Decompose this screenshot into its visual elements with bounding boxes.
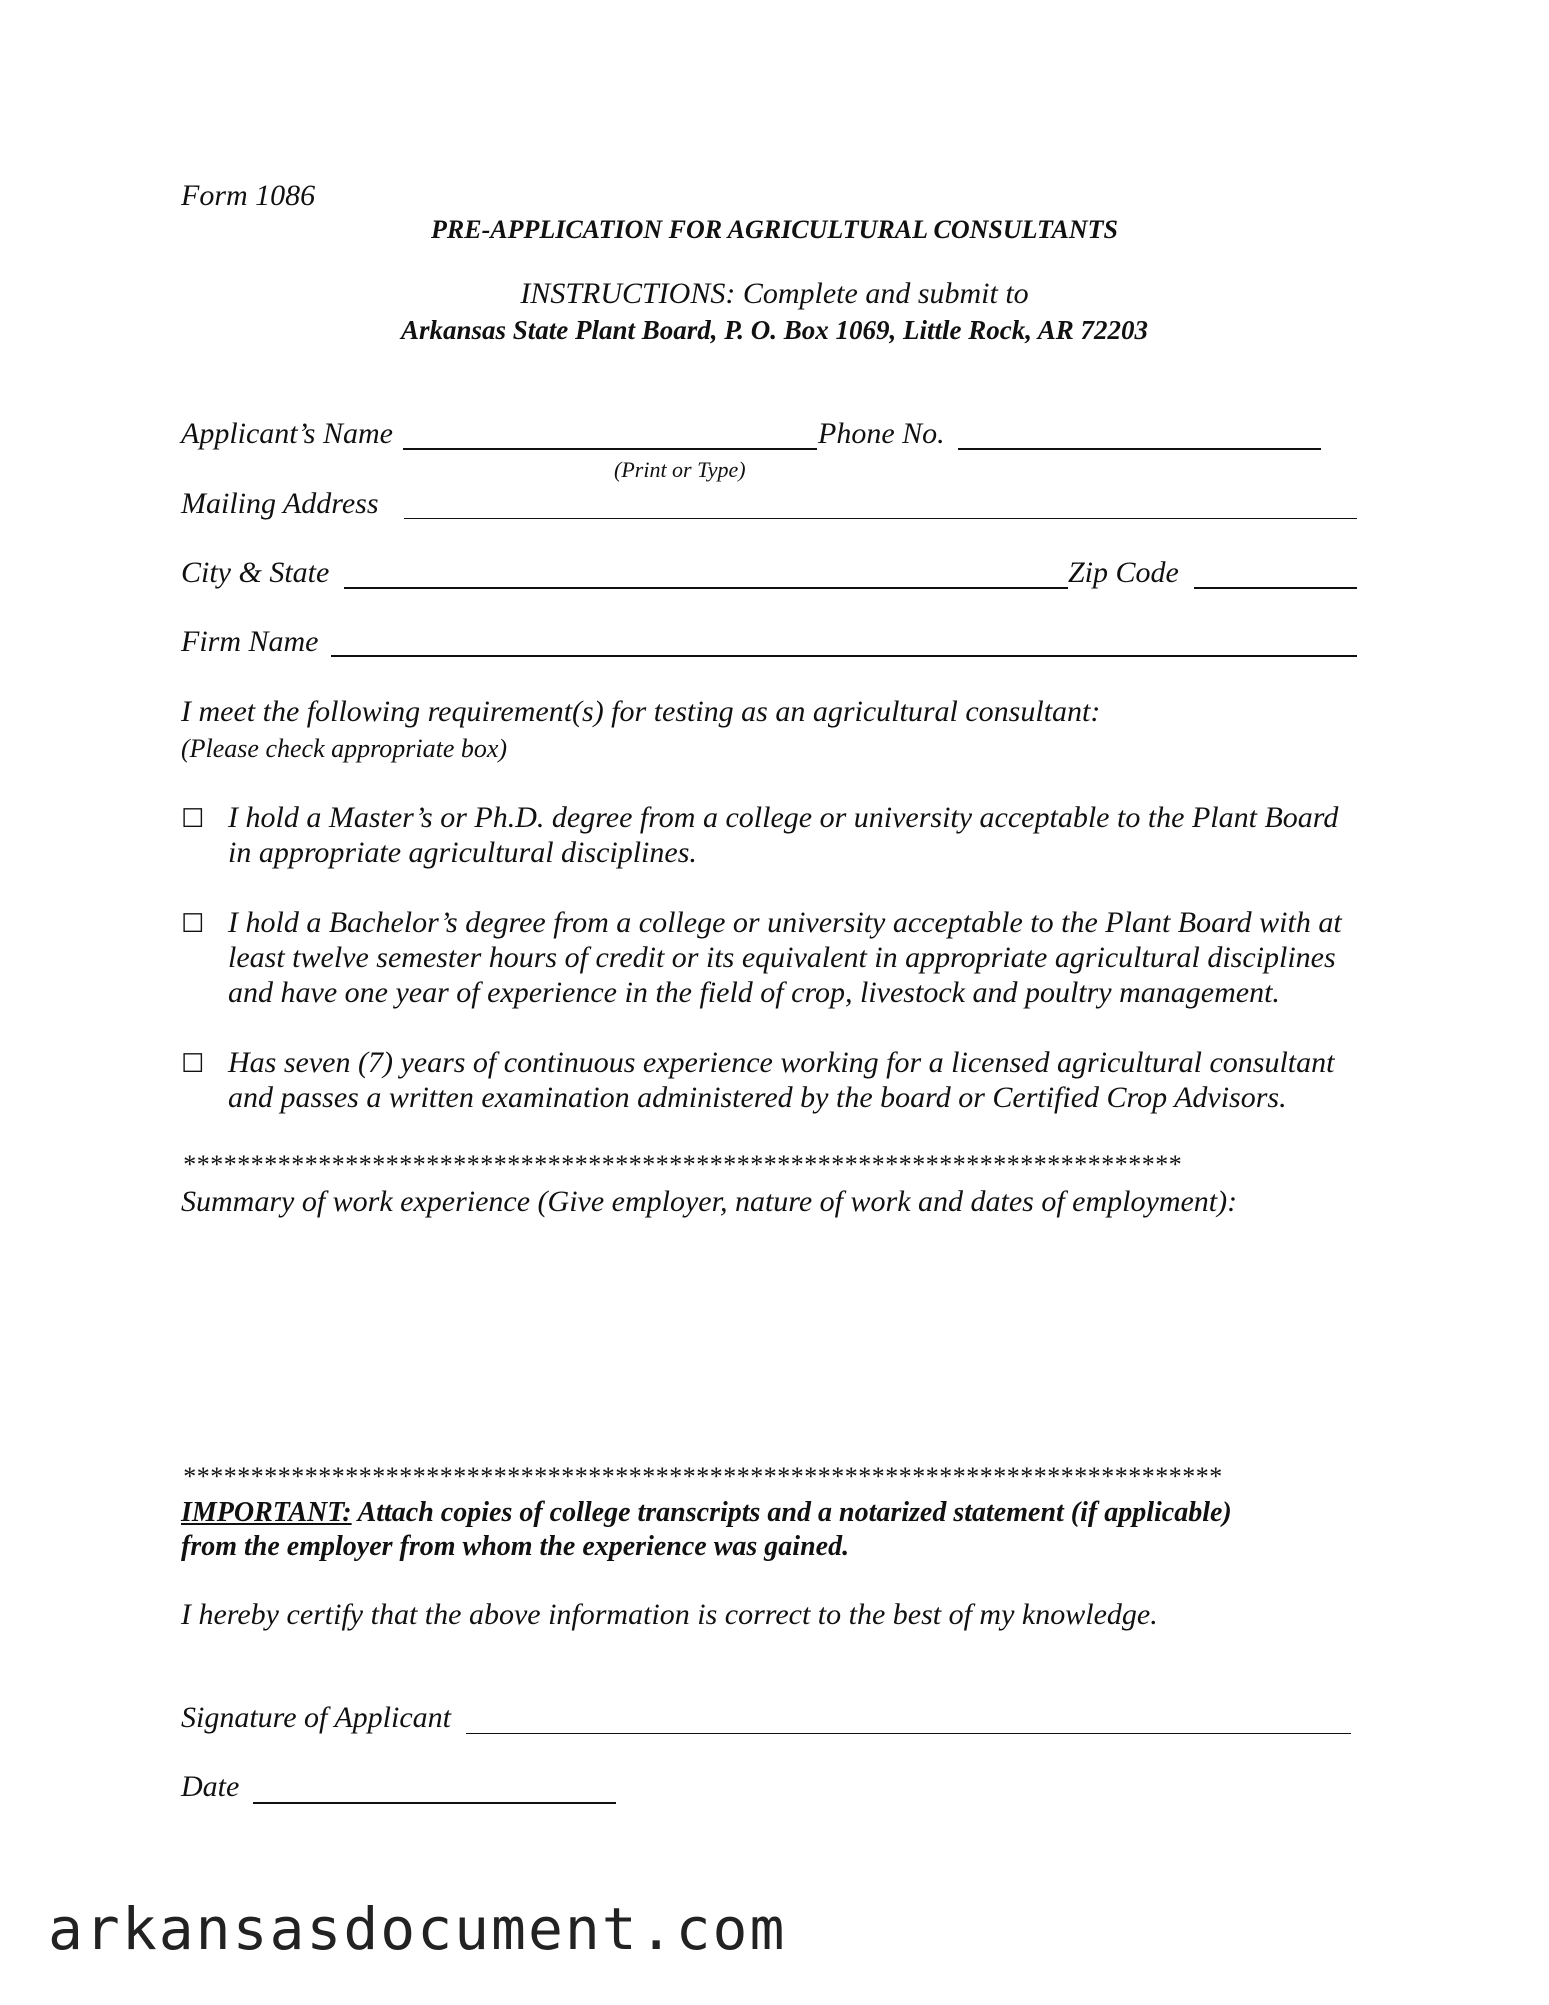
applicant-name-label: Applicant’s Name bbox=[181, 417, 393, 450]
city-state-field[interactable] bbox=[344, 587, 1068, 589]
signature-field[interactable] bbox=[466, 1733, 1351, 1734]
important-notice bbox=[181, 1497, 1232, 1529]
requirements-note: (Please check appropriate box) bbox=[181, 734, 508, 763]
work-summary-area[interactable] bbox=[181, 1225, 1357, 1455]
mailing-address-field[interactable] bbox=[404, 518, 1357, 519]
date-label: Date bbox=[181, 1770, 240, 1803]
important-text-2: from the employer from whom the experience was gained. bbox=[181, 1531, 850, 1562]
form-number: Form 1086 bbox=[181, 179, 316, 212]
option-bachelors-line-3: and have one year of experience in the field of crop, livestock and poultry management. bbox=[228, 976, 1280, 1009]
requirements-intro: I meet the following requirement(s) for testing as an agricultural consultant: bbox=[181, 695, 1101, 728]
firm-name-label: Firm Name bbox=[181, 625, 319, 658]
checkbox-experience[interactable]: ☐ bbox=[181, 1049, 205, 1079]
important-text-1: Attach copies of college transcripts and a notarized statement (if applicable) bbox=[351, 1497, 1232, 1528]
phone-label: Phone No. bbox=[818, 417, 945, 450]
checkbox-masters[interactable]: ☐ bbox=[181, 804, 205, 834]
phone-field[interactable] bbox=[958, 448, 1321, 450]
separator-stars-2: ***************************************************************************** bbox=[182, 1462, 1222, 1491]
submission-address: Arkansas State Plant Board, P. O. Box 1069, Little Rock, AR 72203 bbox=[400, 315, 1149, 345]
option-bachelors-line-2: least twelve semester hours of credit or its equivalent in appropriate agricultural disciplines bbox=[228, 941, 1336, 974]
date-field[interactable] bbox=[253, 1802, 616, 1804]
form-title: PRE-APPLICATION FOR AGRICULTURAL CONSULTANTS bbox=[431, 215, 1118, 244]
firm-name-field[interactable] bbox=[331, 655, 1357, 657]
zip-code-field[interactable] bbox=[1194, 587, 1357, 589]
certify-statement: I hereby certify that the above information is correct to the best of my knowledge. bbox=[181, 1598, 1158, 1631]
checkbox-bachelors[interactable]: ☐ bbox=[181, 909, 205, 939]
separator-stars-1: ************************************************************************** bbox=[182, 1150, 1181, 1179]
important-label: IMPORTANT: bbox=[181, 1497, 352, 1528]
option-masters-line-1: I hold a Master’s or Ph.D. degree from a college or university acceptable to the Plant Board bbox=[228, 801, 1339, 834]
option-experience-line-2: and passes a written examination administered by the board or Certified Crop Advisors. bbox=[228, 1081, 1287, 1114]
option-masters-line-2: in appropriate agricultural disciplines. bbox=[228, 836, 697, 869]
applicant-name-field[interactable] bbox=[403, 448, 817, 450]
mailing-address-label: Mailing Address bbox=[181, 487, 379, 520]
signature-label: Signature of Applicant bbox=[181, 1701, 451, 1734]
instructions-text: INSTRUCTIONS: Complete and submit to bbox=[520, 277, 1029, 310]
zip-code-label: Zip Code bbox=[1068, 556, 1179, 589]
work-summary-label: Summary of work experience (Give employer, nature of work and dates of employment): bbox=[181, 1185, 1238, 1218]
city-state-label: City & State bbox=[181, 556, 330, 589]
site-watermark: arkansasdocument.com bbox=[48, 1895, 787, 1963]
print-or-type-note: (Print or Type) bbox=[614, 457, 746, 482]
option-experience-line-1: Has seven (7) years of continuous experience working for a licensed agricultural consultant bbox=[228, 1046, 1335, 1079]
option-bachelors-line-1: I hold a Bachelor’s degree from a college or university acceptable to the Plant Board with at bbox=[228, 906, 1342, 939]
